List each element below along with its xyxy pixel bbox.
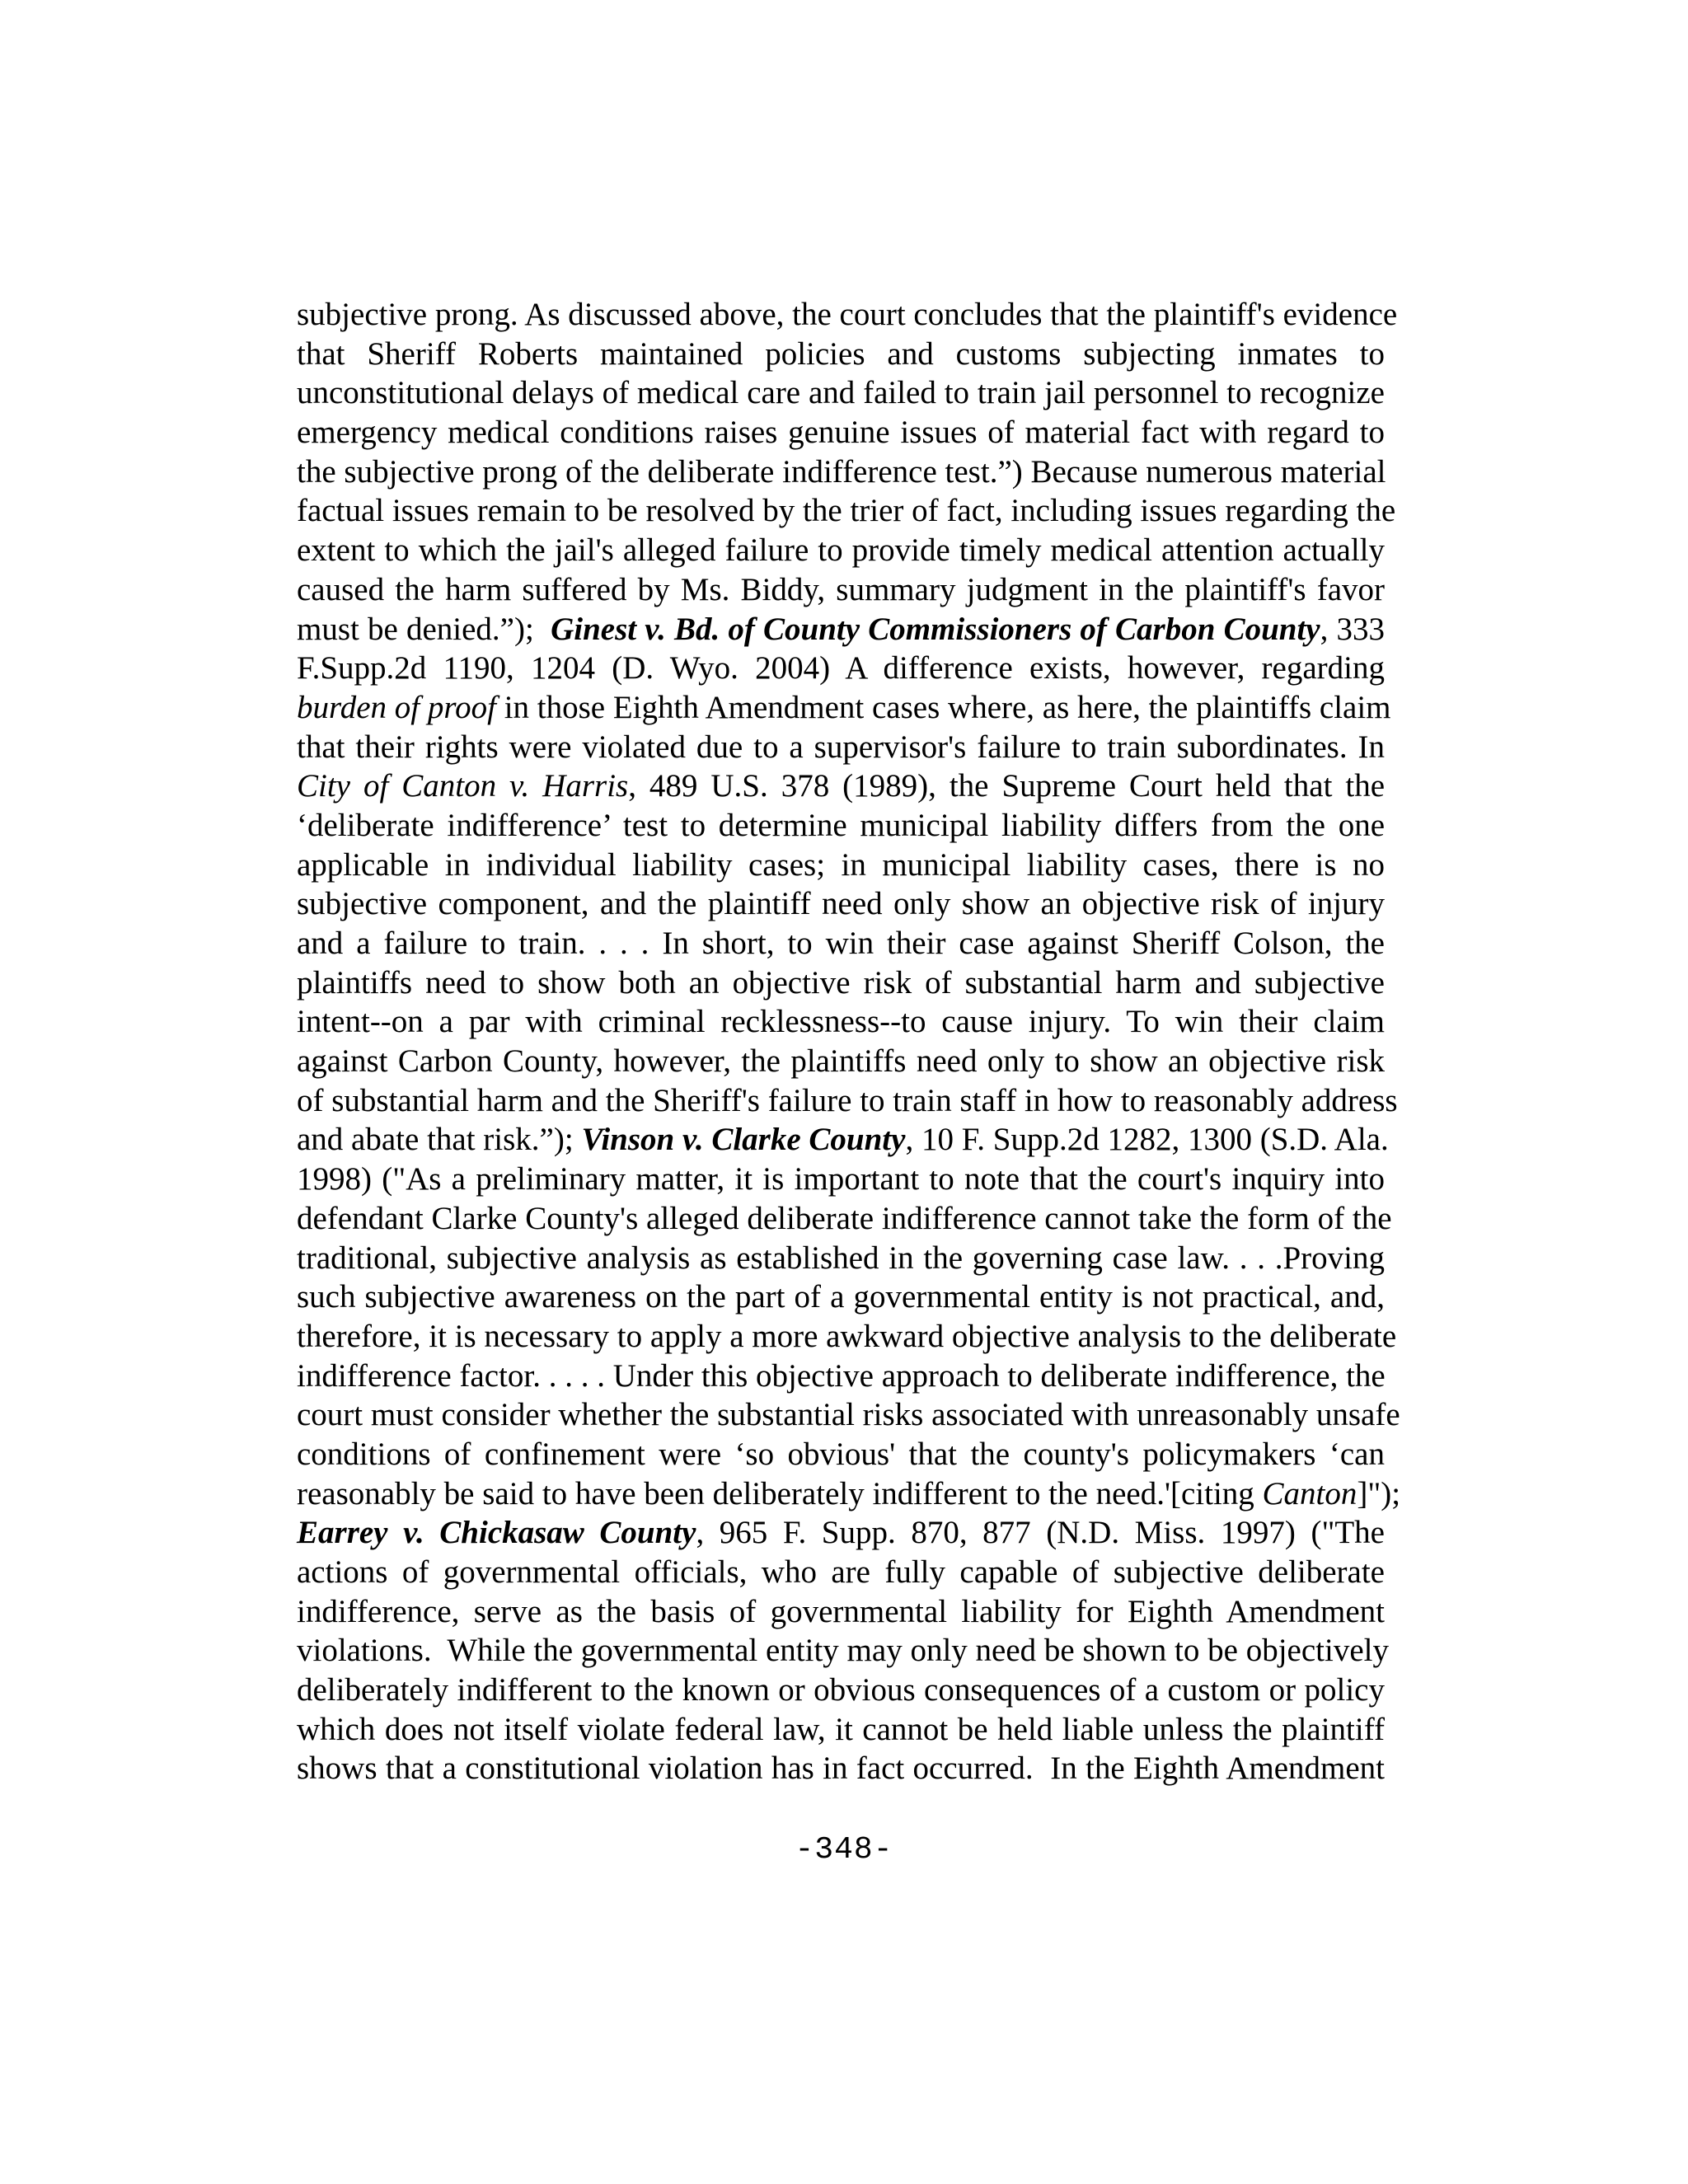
text-run: factual issues remain to be resolved by the trier of fact, including issues regarding the (297, 493, 1396, 529)
text-line (297, 531, 1385, 570)
text-line (297, 610, 1385, 649)
text-line (297, 1435, 1385, 1474)
text-run: ‘deliberate indifference’ test to determine municipal liability differs from the one (297, 807, 1385, 843)
text-run: extent to which the jail's alleged failure to provide timely medical attention actually (297, 532, 1385, 569)
text-run: subjective component, and the plaintiff need only show an objective risk of injury (297, 886, 1385, 922)
text-run: actions of governmental officials, who are fully capable of subjective deliberate (297, 1554, 1385, 1590)
text-line (297, 413, 1385, 452)
text-line (297, 1710, 1385, 1750)
page-number: -348- (795, 1832, 893, 1868)
text-line (297, 1631, 1389, 1671)
text-line (297, 688, 1391, 728)
text-run: plaintiffs need to show both an objective risk of substantial harm and subjective (297, 964, 1385, 1001)
text-line (297, 1081, 1398, 1121)
text-run: unconstitutional delays of medical care and failed to train jail personnel to recognize (297, 375, 1385, 411)
text-line (297, 1160, 1385, 1199)
text-run: in those Eighth Amendment cases where, as here, the plaintiffs claim (495, 689, 1391, 725)
text-line (297, 1513, 1385, 1553)
text-line (297, 373, 1385, 413)
text-run: reasonably be said to have been deliberately indifferent to the need.'[citing (297, 1475, 1263, 1511)
text-line (297, 1474, 1401, 1514)
text-run: indifference factor. . . . . Under this objective approach to deliberate indifference, the (297, 1357, 1386, 1394)
text-run: and abate that risk.”); (297, 1122, 582, 1158)
text-run: against Carbon County, however, the plaintiffs need only to show an objective risk (297, 1043, 1385, 1080)
text-run: intent--on a par with criminal recklessness--to cause injury. To win their claim (297, 1004, 1385, 1040)
text-run: must be denied.”); (297, 611, 551, 647)
text-run: therefore, it is necessary to apply a more awkward objective analysis to the deliberate (297, 1318, 1397, 1354)
text-run: and a failure to train. . . . In short, to win their case against Sheriff Colson, the (297, 926, 1385, 961)
italic-text: City of Canton v. Harris (297, 768, 629, 804)
case-name: Ginest v. Bd. of County Commissioners of Carbon County (551, 611, 1320, 647)
text-line (297, 846, 1385, 885)
text-run: , 10 F. Supp.2d 1282, 1300 (S.D. Ala. (905, 1122, 1389, 1158)
text-line (297, 295, 1398, 335)
text-run: caused the harm suffered by Ms. Biddy, summary judgment in the plaintiff's favor (297, 571, 1385, 607)
italic-text: burden of proof (297, 689, 496, 725)
text-line (297, 924, 1385, 963)
text-run: violations. While the governmental entity may only need be shown to be objectively (297, 1633, 1389, 1669)
text-line (297, 570, 1385, 610)
text-run: deliberately indifferent to the known or obvious consequences of a custom or policy (297, 1672, 1385, 1708)
case-name: Earrey v. Chickasaw County (297, 1515, 696, 1551)
text-line (297, 1120, 1389, 1160)
text-run: , 489 U.S. 378 (1989), the Supreme Court held that the (628, 768, 1386, 804)
text-run: which does not itself violate federal law, it cannot be held liable unless the plaintiff (297, 1711, 1385, 1747)
text-line (297, 649, 1385, 688)
text-line (297, 1199, 1392, 1239)
text-run: F.Supp.2d 1190, 1204 (D. Wyo. 2004) A difference exists, however, regarding (297, 650, 1385, 687)
text-line (297, 1671, 1385, 1710)
text-run: of substantial harm and the Sheriff's failure to train staff in how to reasonably address (297, 1082, 1398, 1118)
text-line (297, 963, 1385, 1003)
text-line (297, 491, 1396, 531)
text-line (297, 1002, 1385, 1042)
text-line (297, 335, 1385, 374)
text-run: traditional, subjective analysis as established in the governing case law. . . .Proving (297, 1240, 1385, 1276)
text-line (297, 1592, 1385, 1632)
text-line (297, 1277, 1385, 1317)
text-run: indifference, serve as the basis of governmental liability for Eighth Amendment (297, 1593, 1385, 1629)
text-line (297, 1317, 1397, 1357)
text-line (297, 766, 1385, 806)
text-line (297, 1553, 1385, 1592)
text-run: , 333 (1320, 611, 1386, 647)
italic-text: Canton (1262, 1475, 1357, 1511)
text-line (297, 452, 1385, 492)
text-run: such subjective awareness on the part of a governmental entity is not practical, and, (297, 1279, 1385, 1315)
text-run: that their rights were violated due to a supervisor's failure to train subordinates. In (297, 729, 1385, 765)
text-line (297, 1239, 1385, 1278)
text-line (297, 884, 1385, 924)
text-run: that Sheriff Roberts maintained policies and customs subjecting inmates to (297, 335, 1385, 372)
text-run: applicable in individual liability cases; in municipal liability cases, there is no (297, 846, 1385, 883)
text-run: the subjective prong of the deliberate indifference test.”) Because numerous material (297, 453, 1386, 490)
text-run: shows that a constitutional violation has in fact occurred. In the Eighth Amendment (297, 1750, 1385, 1787)
text-run: 1998) ("As a preliminary matter, it is important to note that the court's inquiry into (297, 1161, 1385, 1197)
text-run: court must consider whether the substantial risks associated with unreasonably unsafe (297, 1397, 1400, 1433)
body-text (297, 295, 1401, 1788)
text-run: conditions of confinement were ‘so obvious' that the county's policymakers ‘can (297, 1436, 1385, 1472)
text-run: ]"); (1357, 1475, 1401, 1511)
text-run: , 965 F. Supp. 870, 877 (N.D. Miss. 1997) ("The (696, 1515, 1385, 1551)
text-line (297, 728, 1385, 767)
text-line (297, 1357, 1385, 1396)
text-line (297, 1042, 1385, 1081)
text-line (297, 1749, 1385, 1788)
text-run: subjective prong. As discussed above, the court concludes that the plaintiff's evidence (297, 297, 1398, 332)
text-run: emergency medical conditions raises genuine issues of material fact with regard to (297, 415, 1385, 451)
text-line (297, 806, 1385, 846)
text-line (297, 1395, 1400, 1435)
text-run: defendant Clarke County's alleged deliberate indifference cannot take the form of the (297, 1200, 1392, 1236)
case-name: Vinson v. Clarke County (581, 1122, 906, 1158)
